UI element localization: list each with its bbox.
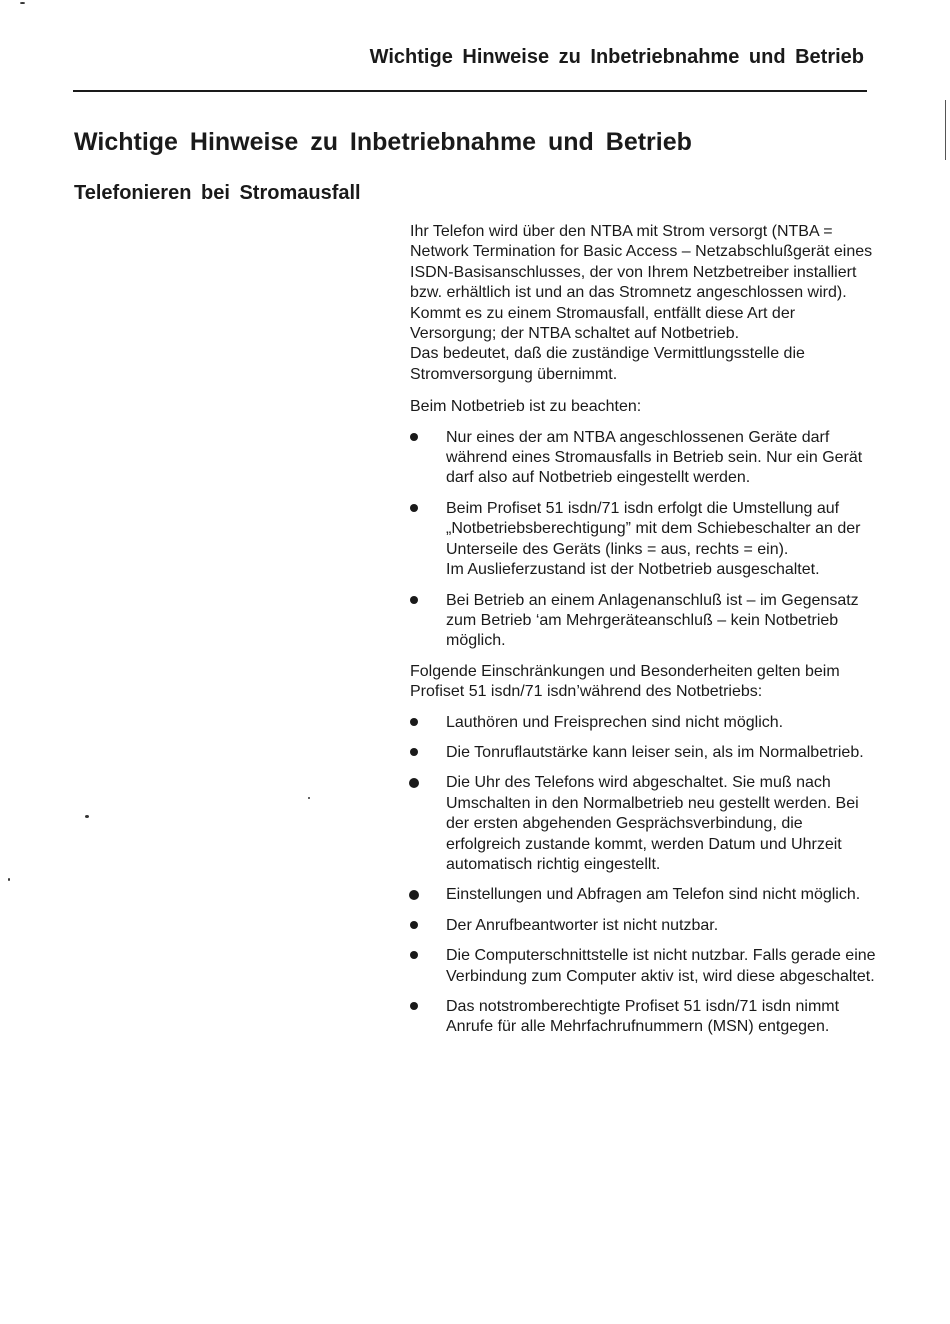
scan-speck	[308, 797, 310, 799]
list-item	[410, 428, 880, 489]
list-item-text: Lauthören und Freisprechen sind nicht möglich.	[446, 713, 784, 731]
scan-speck	[20, 2, 25, 4]
bullet-icon	[410, 921, 418, 929]
scan-margin-line	[945, 100, 946, 160]
list-item	[410, 885, 880, 905]
notbetrieb-list	[410, 428, 880, 652]
section-title: Telefonieren bei Stromausfall	[74, 182, 361, 204]
page-title: Wichtige Hinweise zu Inbetriebnahme und Betrieb	[74, 128, 692, 156]
running-header: Wichtige Hinweise zu Inbetriebnahme und Betrieb	[369, 46, 864, 68]
bullet-icon	[410, 718, 418, 726]
bullet-icon	[410, 504, 418, 512]
intro-paragraph: Ihr Telefon wird über den NTBA mit Strom versorgt (NTBA = Network Termination for Basic Access – Netzabschlußgerät eines ISDN-Basisanschlusses, der von Ihrem Netzbetreiber installiert bzw. erhältlich ist und an das Stromnetz angeschlossen wird). Kommt es zu einem Stromausfall, entfällt diese Art der Versorgung; der NTBA schaltet auf Notbetrieb.	[410, 223, 873, 343]
notbetrieb-lead: Beim Notbetrieb ist zu beachten:	[410, 398, 642, 416]
list-item-note: Im Auslieferzustand ist der Notbetrieb ausgeschaltet.	[446, 561, 820, 579]
list-item	[410, 946, 880, 987]
list-item	[410, 743, 880, 763]
list-item	[410, 916, 880, 936]
bullet-icon	[409, 778, 419, 788]
list-item-text: Die Uhr des Telefons wird abgeschaltet. Sie muß nach Umschalten in den Normalbetrieb neu gestellt werden. Bei der ersten abgehenden Gesprächsverbindung, die erfolgreich zustande kommt, werden Datum und Uhrzeit automatisch richtig eingestellt.	[446, 774, 859, 873]
bullet-icon	[410, 596, 418, 604]
list-item	[410, 997, 880, 1038]
restrictions-lead: Folgende Einschränkungen und Besonderheiten gelten beim Profiset 51 isdn/71 isdn’während des Notbetriebs:	[410, 662, 840, 701]
list-item	[410, 773, 880, 875]
list-item-text: Der Anrufbeantworter ist nicht nutzbar.	[446, 916, 719, 934]
list-item-text: Nur eines der am NTBA angeschlossenen Geräte darf während eines Stromausfalls in Betrieb sein. Nur ein Gerät darf also auf Notbetrieb eingestellt werden.	[446, 428, 863, 487]
bullet-icon	[410, 433, 418, 441]
list-item-text: Die Computerschnittstelle ist nicht nutzbar. Falls gerade eine Verbindung zum Computer aktiv ist, wird diese abgeschaltet.	[446, 947, 876, 985]
scan-speck	[8, 878, 10, 881]
list-item	[410, 713, 880, 733]
header-rule	[73, 90, 867, 92]
bullet-icon	[410, 1002, 418, 1010]
list-item-text: Beim Profiset 51 isdn/71 isdn erfolgt die Umstellung auf „Notbetriebsberechtigung” mit dem Schiebeschalter an der Unterseile des Geräts (links = aus, rechts = ein).	[446, 499, 861, 558]
list-item-text: Einstellungen und Abfragen am Telefon sind nicht möglich.	[446, 886, 861, 904]
list-item-text: Bei Betrieb an einem Anlagenanschluß ist – im Gegensatz zum Betrieb ‘am Mehrgeräteanschluß – kein Notbetrieb möglich.	[446, 591, 859, 650]
list-item-text: Die Tonruflautstärke kann leiser sein, als im Normalbetrieb.	[446, 743, 864, 761]
bullet-icon	[410, 748, 418, 756]
bullet-icon	[409, 890, 419, 900]
body-column	[410, 222, 880, 1048]
scan-speck	[85, 815, 89, 818]
restrictions-list	[410, 713, 880, 1038]
list-item	[410, 591, 880, 652]
list-item-text: Das notstromberechtigte Profiset 51 isdn/71 isdn nimmt Anrufe für alle Mehrfachrufnummern (MSN) entgegen.	[446, 998, 840, 1036]
intro-paragraph-2: Das bedeutet, daß die zuständige Vermittlungsstelle die Stromversorgung übernimmt.	[410, 345, 805, 383]
bullet-icon	[410, 951, 418, 959]
list-item	[410, 499, 880, 581]
